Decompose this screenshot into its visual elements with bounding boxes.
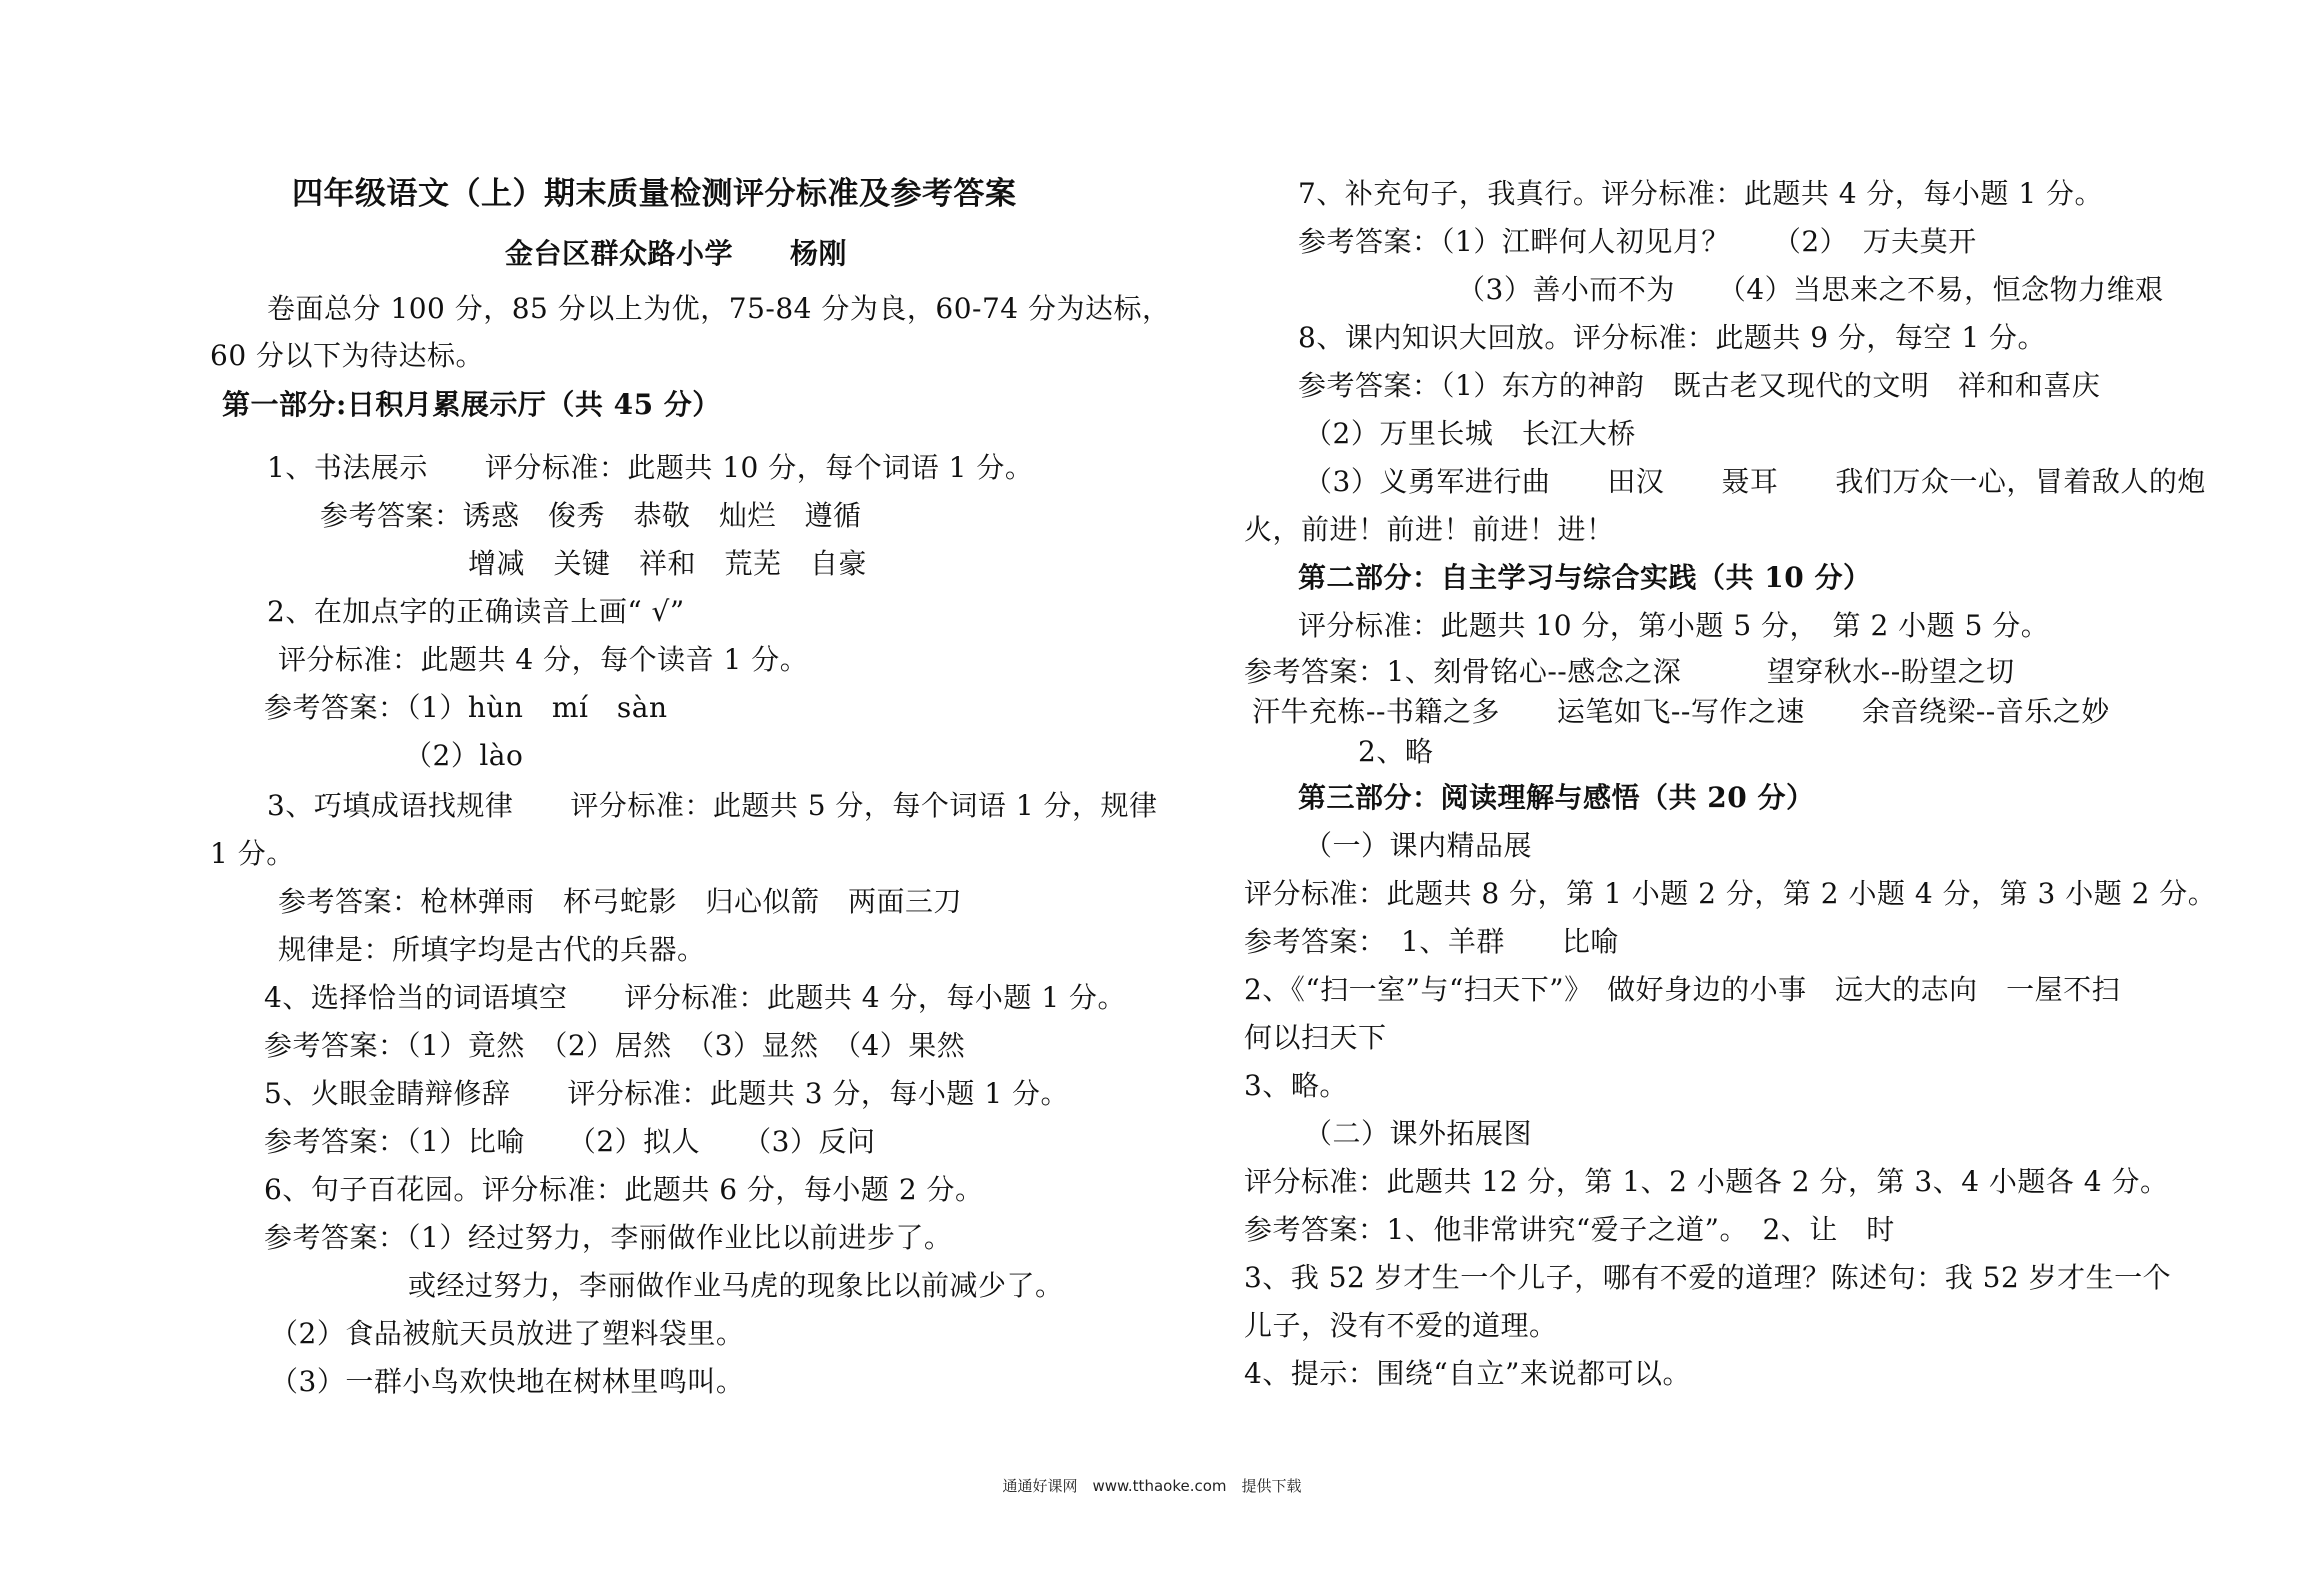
q3-line-2: 1 分。 bbox=[210, 837, 295, 870]
part3-section-1-answer-2: 2、《“扫一室”与“扫天下”》 做好身边的小事 远大的志向 一屋不扫 bbox=[1244, 973, 2121, 1006]
part2-heading: 第二部分：自主学习与综合实践（共 10 分） bbox=[1298, 561, 1872, 594]
part3-section-1-answer-2b: 何以扫天下 bbox=[1244, 1021, 1387, 1054]
page-footer: 通通好课网 www.tthaoke.com 提供下载 bbox=[1002, 1477, 1302, 1495]
q1-answer-2: 增减 关键 祥和 荒芜 自豪 bbox=[468, 547, 868, 580]
part2-answer-3: 2、略 bbox=[1358, 735, 1434, 768]
part1-heading: 第一部分:日积月累展示厅（共 45 分） bbox=[222, 388, 721, 421]
q6-answer-3: （3）一群小鸟欢快地在树林里鸣叫。 bbox=[270, 1365, 745, 1398]
part3-section-2-standard: 评分标准：此题共 12 分，第 1、2 小题各 2 分，第 3、4 小题各 4 分。 bbox=[1244, 1165, 2169, 1198]
part3-section-1: （一）课内精品展 bbox=[1304, 829, 1533, 862]
part2-standard: 评分标准：此题共 10 分，第小题 5 分， 第 2 小题 5 分。 bbox=[1298, 609, 2050, 642]
q6-answer-1: 参考答案：（1）经过努力，李丽做作业比以前进步了。 bbox=[264, 1221, 953, 1254]
q1-answer-1: 参考答案：诱惑 俊秀 恭敬 灿烂 遵循 bbox=[320, 499, 862, 532]
q2-answer-1: 参考答案：（1）hùn mí sàn bbox=[264, 691, 668, 724]
q2-standard: 评分标准：此题共 4 分，每个读音 1 分。 bbox=[278, 643, 809, 676]
q4-answer: 参考答案：（1）竟然 （2）居然 （3）显然 （4）果然 bbox=[264, 1029, 966, 1062]
q6-answer-2: （2）食品被航天员放进了塑料袋里。 bbox=[270, 1317, 745, 1350]
q4-line: 4、选择恰当的词语填空 评分标准：此题共 4 分，每小题 1 分。 bbox=[264, 981, 1127, 1014]
q8-answer-2: （2）万里长城 长江大桥 bbox=[1304, 417, 1636, 450]
part3-section-1-answer-3: 3、略。 bbox=[1244, 1069, 1348, 1102]
q8-answer-1: 参考答案：（1）东方的神韵 既古老又现代的文明 祥和和喜庆 bbox=[1298, 369, 2101, 402]
q5-line: 5、火眼金睛辩修辞 评分标准：此题共 3 分，每小题 1 分。 bbox=[264, 1077, 1070, 1110]
q5-answer: 参考答案：（1）比喻 （2）拟人 （3）反问 bbox=[264, 1125, 876, 1158]
part2-answer-2: 汗牛充栋--书籍之多 运笔如飞--写作之速 余音绕梁--音乐之妙 bbox=[1252, 695, 2110, 728]
part3-section-1-standard: 评分标准：此题共 8 分，第 1 小题 2 分，第 2 小题 4 分，第 3 小题 2 分。 bbox=[1244, 877, 2217, 910]
q8-line: 8、课内知识大回放。评分标准：此题共 9 分，每空 1 分。 bbox=[1298, 321, 2047, 354]
q7-line: 7、补充句子，我真行。评分标准：此题共 4 分，每小题 1 分。 bbox=[1298, 177, 2104, 210]
author-line: 金台区群众路小学 杨刚 bbox=[505, 237, 848, 270]
q2-answer-2: （2）lào bbox=[404, 739, 524, 772]
part3-heading: 第三部分：阅读理解与感悟（共 20 分） bbox=[1298, 781, 1815, 814]
q6-line: 6、句子百花园。评分标准：此题共 6 分，每小题 2 分。 bbox=[264, 1173, 984, 1206]
part2-answer-1: 参考答案：1、刻骨铭心--感念之深 望穿秋水--盼望之切 bbox=[1244, 655, 2015, 688]
q3-line-1: 3、巧填成语找规律 评分标准：此题共 5 分，每个词语 1 分，规律 bbox=[210, 789, 1158, 822]
q2-line: 2、在加点字的正确读音上画“ √” bbox=[210, 595, 685, 628]
part3-section-2-answer-4: 4、提示：围绕“自立”来说都可以。 bbox=[1244, 1357, 1691, 1390]
q3-answer: 参考答案：枪林弹雨 杯弓蛇影 归心似箭 两面三刀 bbox=[278, 885, 963, 918]
part3-section-2-answer-1: 参考答案：1、他非常讲究“爱子之道”。 2、让 时 bbox=[1244, 1213, 1895, 1246]
q7-answer-1: 参考答案：（1）江畔何人初见月？ （2） 万夫莫开 bbox=[1298, 225, 1977, 258]
part3-section-1-answer-1: 参考答案： 1、羊群 比喻 bbox=[1244, 925, 1619, 958]
part3-section-2-answer-3: 3、我 52 岁才生一个儿子，哪有不爱的道理？陈述句：我 52 岁才生一个 bbox=[1244, 1261, 2172, 1294]
q8-answer-4: 火，前进！前进！前进！进！ bbox=[1244, 513, 1615, 546]
q6-answer-1-alt: 或经过努力，李丽做作业马虎的现象比以前减少了。 bbox=[408, 1269, 1064, 1302]
q8-answer-3: （3）义勇军进行曲 田汉 聂耳 我们万众一心，冒着敌人的炮 bbox=[1304, 465, 2206, 498]
intro-line-2: 60 分以下为待达标。 bbox=[210, 339, 485, 372]
part3-section-2-answer-3b: 儿子，没有不爱的道理。 bbox=[1244, 1309, 1558, 1342]
page-title: 四年级语文（上）期末质量检测评分标准及参考答案 bbox=[292, 176, 1017, 212]
intro-line-1: 卷面总分 100 分，85 分以上为优，75-84 分为良，60-74 分为达标， bbox=[210, 292, 1171, 325]
q3-rule: 规律是：所填字均是古代的兵器。 bbox=[278, 933, 706, 966]
q1-line: 1、书法展示 评分标准：此题共 10 分，每个词语 1 分。 bbox=[210, 451, 1034, 484]
q7-answer-2: （3）善小而不为 （4）当思来之不易，恒念物力维艰 bbox=[1457, 273, 2164, 306]
part3-section-2: （二）课外拓展图 bbox=[1304, 1117, 1533, 1150]
